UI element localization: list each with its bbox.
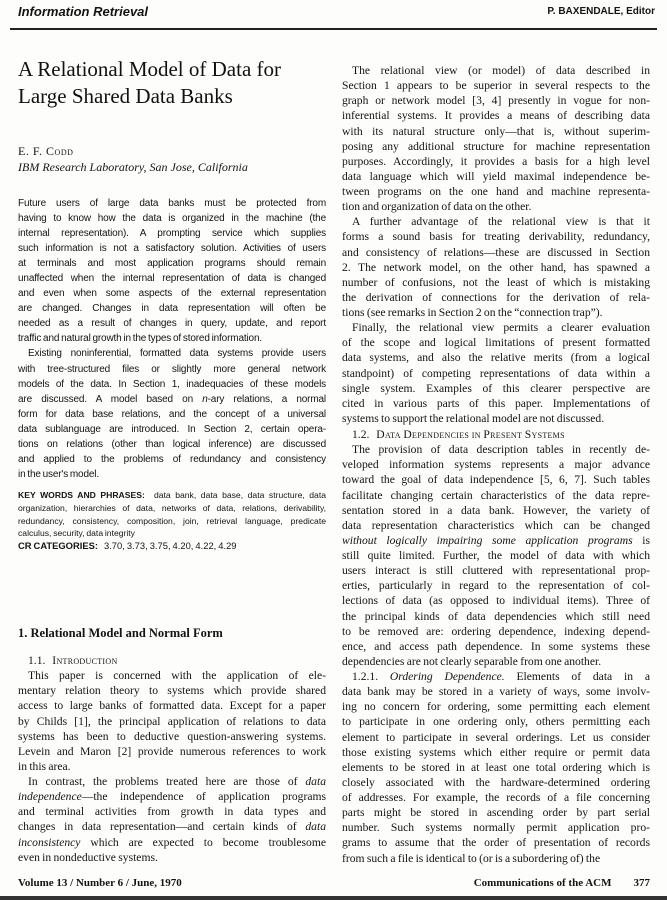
page-number: 377 [633, 877, 650, 889]
text-line [18, 819, 326, 834]
editor-label: P. BAXENDALE, Editor [547, 6, 655, 17]
italic-text: data [305, 820, 326, 834]
text-line: ence, and access path dependence. In some systems these [342, 639, 650, 653]
text-line: tions (see remarks in Section 2 on the “connection trap”). [342, 306, 603, 319]
keywords-label: KEY WORDS AND PHRASES: [18, 490, 145, 500]
cr-categories-values: 3.70, 3.73, 3.75, 4.20, 4.22, 4.29 [103, 540, 237, 552]
text-line [342, 533, 650, 548]
journal-name: Communications of the ACM [473, 877, 612, 889]
text-line: mentary relation theory to systems which provide shared [18, 684, 326, 698]
body-paragraph [342, 669, 650, 866]
left-column-body [18, 653, 326, 865]
text-line: Levein and Maron [2] provide numerous references to work [18, 744, 326, 758]
title-line: Large Shared Data Banks [18, 84, 233, 108]
text-line [342, 669, 650, 684]
text-segment: which are expected to become troublesome [80, 835, 326, 849]
text-line: unaffected when the internal representation of data is changed [18, 273, 326, 285]
body-paragraph [18, 774, 326, 865]
text-segment: is [632, 533, 650, 547]
text-line: data representation characteristics which can be changed [342, 518, 650, 532]
keywords-text: redundancy, consistency, composition, join, retrieval language, predicate [18, 515, 326, 526]
author-affiliation: IBM Research Laboratory, San Jose, California [18, 160, 248, 174]
text-line: and even when some aspects of the external representation [18, 288, 326, 300]
text-line: systems to support the relational model are not discussed. [342, 411, 605, 425]
text-line: ing no concern for ordering, some permitting each element [342, 700, 650, 714]
abstract [18, 196, 326, 482]
text-line: the principal kinds of data dependencies which still need [342, 609, 650, 623]
issue-info: Volume 13 / Number 6 / June, 1970 [18, 877, 182, 889]
text-line: internal representation). A prompting service which supplies [18, 228, 326, 240]
text-line: number. Such systems normally permit application pro- [342, 821, 650, 835]
subsection-number: 1.2. [352, 428, 370, 441]
text-line: facilitate changing certain characteristics of the data repre- [342, 488, 650, 502]
text-line: closely associated with the hardware-determined ordering [342, 775, 650, 789]
text-line: with tree-structured files or slightly more general network [18, 363, 326, 375]
text-line: systems has been to deductive question-answering systems. [18, 729, 326, 743]
text-line: to be removed are: ordering dependence, indexing depend- [342, 624, 650, 638]
text-line: parts might be stored in ascending order by part serial [342, 806, 650, 820]
keywords-block [18, 489, 326, 553]
text-line: still quite limited. Further, the model of data with which [342, 549, 650, 562]
text-line: tions on relations (other than logical inference) are discussed [18, 438, 326, 450]
text-line: purposes. Accordingly, it provides a basis for a high level [342, 154, 650, 168]
text-line: users interact is still cluttered with representational prop- [342, 564, 650, 578]
italic-text: inconsistency [18, 835, 81, 849]
italic-text: without logically impairing some application programs [342, 533, 633, 547]
text-line [18, 774, 326, 789]
journal-section-label: Information Retrieval [18, 4, 149, 19]
text-line: data sublanguage are introduced. In Section 2, certain opera- [18, 423, 326, 435]
text-line: in the user's model. [18, 468, 99, 480]
italic-text: n [202, 393, 208, 405]
paper-title [18, 56, 281, 110]
text-line: lections of data (as opposed to individual items). Three of [342, 594, 650, 608]
text-line: A further advantage of the relational view is that it [352, 215, 650, 229]
text-line: single system. Examples of this clearer perspective are [342, 381, 650, 395]
text-line: Existing noninferential, formatted data systems provide users [28, 348, 326, 360]
text-line: and applied to the problems of redundancy and consistency [18, 453, 326, 465]
subsection-title: Introduction [52, 654, 118, 667]
italic-text: independence [18, 790, 82, 804]
text-line: dependencies are not clearly separable from one another. [342, 654, 602, 668]
text-line: data bank may be stored in a variety of ways, some involv- [342, 685, 650, 699]
text-line: veloped information systems represents a major advance [342, 458, 650, 472]
text-line: of the scope and logical limitations of present formatted [342, 336, 650, 350]
text-line: Section 1 appears to be superior in several respects to the [342, 79, 650, 93]
text-line: even in nondeductive systems. [18, 850, 158, 864]
text-line [18, 835, 326, 850]
text-line: number of confusions, not the least of which is mistaking [342, 275, 650, 289]
text-line: element to participate in several orderings. Let us consider [342, 730, 650, 744]
text-line: This paper is concerned with the application of ele- [28, 669, 326, 683]
text-line: forms a sound basis for treating derivability, redundancy, [342, 230, 650, 244]
text-segment: —the independence of application programs [81, 790, 326, 804]
keywords-text: organization, hierarchies of data, networks of data, relations, derivability, [18, 502, 326, 513]
text-line: of addresses. For example, the records of a file concerning [342, 791, 650, 804]
text-line: from such a file is identical to (or is a subordering of) the [342, 851, 601, 865]
text-line: and consistency of relations—these are discussed in Section [342, 245, 650, 259]
text-line: with its natural structure only—that is, without superim- [342, 124, 650, 138]
keywords-text: calculus, security, data integrity [18, 528, 135, 539]
header-rule [10, 28, 657, 30]
abstract-paragraph [18, 196, 326, 346]
text-line: sentation stored in a data bank. However, the variety of [342, 503, 650, 517]
text-segment: In contrast, the problems treated here are those of [28, 775, 306, 788]
text-line: in this area. [18, 759, 71, 773]
abstract-paragraph [18, 346, 326, 481]
text-line: grams to assume that the order of presentation of records [342, 836, 650, 850]
subsection-title: Data Dependencies in Present Systems [376, 428, 565, 441]
right-column-body [342, 63, 650, 866]
text-line: to participate in one ordering only, others permitting each [342, 715, 650, 729]
author-name: E. F. Codd [18, 144, 74, 158]
section-heading: 1. Relational Model and Normal Form [18, 626, 223, 640]
text-line: at terminals and most application programs should remain [18, 258, 326, 270]
title-line: A Relational Model of Data for [18, 57, 282, 81]
text-line: elements to be stored in at least one total ordering which is [342, 760, 650, 774]
text-segment: changes in data representation—and certain kinds of [18, 820, 306, 834]
text-line: tion and organization of data on the other. [342, 200, 532, 214]
text-line: needed as a result of changes in query, update, and report [18, 318, 326, 330]
keywords-text: data bank, data base, data structure, data [153, 490, 327, 500]
text-line: traffic and natural growth in the types of stored information. [18, 333, 263, 345]
text-segment: -ary relations, a normal [207, 393, 326, 405]
text-line: standpoint) of competing representations of data within a [342, 366, 650, 380]
text-line: cited in various parts of this paper. Implementations of [342, 396, 650, 410]
italic-text: Ordering Dependence. [389, 670, 505, 683]
bottom-border [0, 896, 667, 900]
text-line: and terminal activities from growth in data types and [18, 805, 326, 819]
body-paragraph [18, 668, 326, 774]
body-paragraph [342, 320, 650, 426]
text-line: by Childs [1], the principal application of relations to data [18, 714, 326, 728]
text-line: such information is not a satisfactory solution. Activities of users [18, 243, 326, 255]
text-line [18, 392, 326, 407]
text-line: data systems, and also the relative merits (from a logical [342, 351, 650, 365]
text-line: The provision of data description tables in recently de- [352, 443, 650, 457]
text-line: graph or network model [3, 4] presently in vogue for non- [342, 94, 650, 108]
journal-footer [474, 877, 650, 889]
text-line: the derivation of connections for the derivation of rela- [342, 290, 650, 304]
text-line: posing any additional structure for machine representation [342, 139, 650, 153]
text-line: models of the data. In Section 1, inadequacies of these models [18, 378, 326, 390]
text-segment: are discussed. A model based on [18, 393, 203, 405]
text-segment: 1.2.1. [352, 670, 390, 683]
text-line: those existing systems which either require or permit data [342, 745, 650, 759]
body-paragraph [342, 214, 650, 320]
text-line: Finally, the relational view permits a clearer evaluation [352, 321, 650, 335]
text-segment: Elements of data in a [504, 670, 650, 683]
text-line: The relational view (or model) of data described in [352, 64, 650, 77]
subsection-number: 1.1. [28, 654, 46, 667]
text-line: having to know how the data is organized in the machine (the [18, 213, 326, 225]
italic-text: data [305, 775, 326, 788]
text-line: Future users of large data banks must be protected from [18, 198, 326, 209]
text-line: form for data base relations, and the concept of a universal [18, 408, 326, 420]
text-line: inferential systems. It provides a means of describing data [342, 109, 650, 123]
body-paragraph [342, 63, 650, 214]
text-line: access to large banks of formatted data. Except for a paper [18, 699, 326, 713]
cr-categories-label: CR CATEGORIES: [18, 540, 98, 552]
text-line [18, 789, 326, 804]
body-paragraph [342, 442, 650, 669]
text-line: tween programs on the one hand and machine representa- [342, 185, 650, 198]
text-line: toward the goal of data independence [5, 6, 7]. Such tables [342, 473, 650, 487]
text-line: are changed. Changes in data representation will often be [18, 303, 326, 315]
text-line: data language which will yield maximal independence be- [342, 169, 650, 183]
text-line: erties, particularly in regard to the representation of col- [342, 579, 650, 593]
text-line: 2. The network model, on the other hand, has spawned a [342, 260, 650, 274]
